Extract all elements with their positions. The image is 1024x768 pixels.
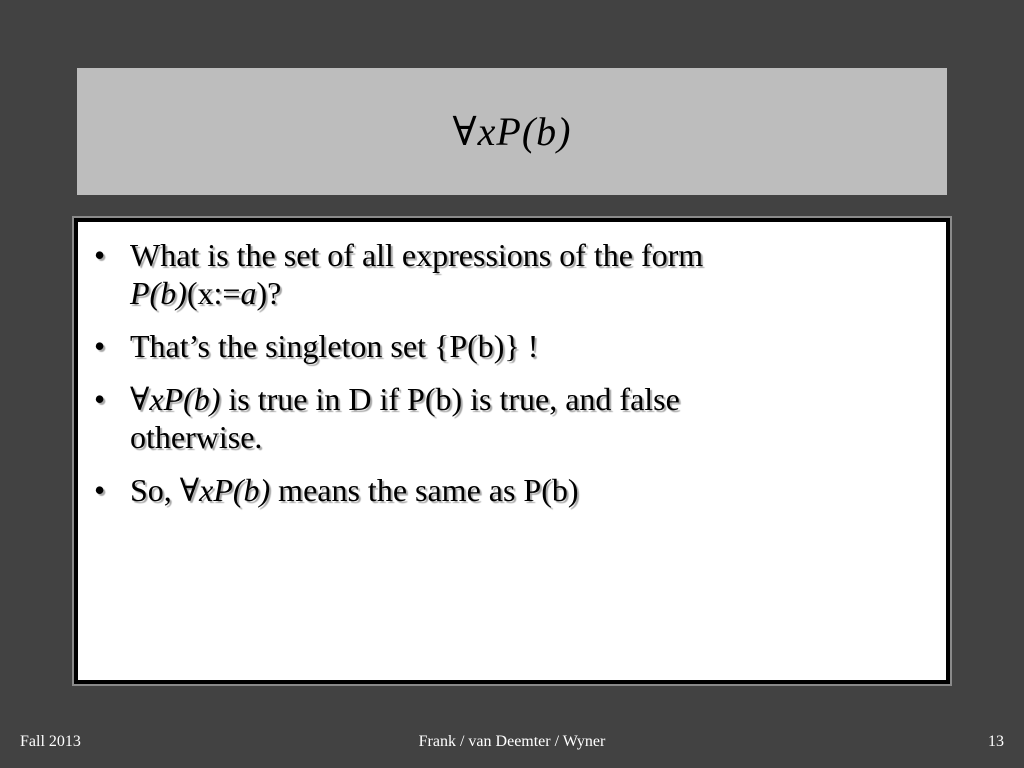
bullet-list [78,222,946,509]
forall-symbol: ∀ [130,381,150,417]
title-box [77,68,947,195]
bullet-1-plain-b: )? [256,275,282,311]
bullet-1-italic-expression: P(b) [130,275,187,311]
bullet-1-line-1: What is the set of all expressions of the form [130,237,704,273]
footer-authors: Frank / van Deemter / Wyner [418,733,606,750]
bullet-4-prefix: So, [130,472,180,508]
slide-title [453,108,572,155]
bullet-4-suffix: means the same as P(b) [270,472,579,508]
bullet-4-italic-formula: xP(b) [199,472,271,508]
bullet-marker: • [94,381,106,417]
slide-title-text: xP(b) [477,109,572,154]
content-box [74,218,950,684]
bullet-item-4 [94,471,926,509]
bullet-marker: • [94,237,106,273]
footer-page-number: 13 [988,733,1004,750]
bullet-3-text-b: otherwise. [130,419,263,455]
bullet-item-2 [94,327,926,365]
bullet-3-italic-formula: xP(b) [149,381,221,417]
bullet-1-italic-variable: a [240,275,257,311]
bullet-3-text-a: is true in D if P(b) is true, and false [220,381,680,417]
bullet-item-1 [94,236,926,312]
bullet-marker: • [94,472,106,508]
bullet-item-3 [94,380,926,456]
bullet-marker: • [94,328,106,364]
forall-symbol: ∀ [452,109,478,154]
bullet-2-text: That’s the singleton set {P(b)} ! [130,328,539,364]
footer-date: Fall 2013 [20,733,81,750]
bullet-1-plain-a: (x:= [186,275,241,311]
forall-symbol: ∀ [179,472,200,508]
